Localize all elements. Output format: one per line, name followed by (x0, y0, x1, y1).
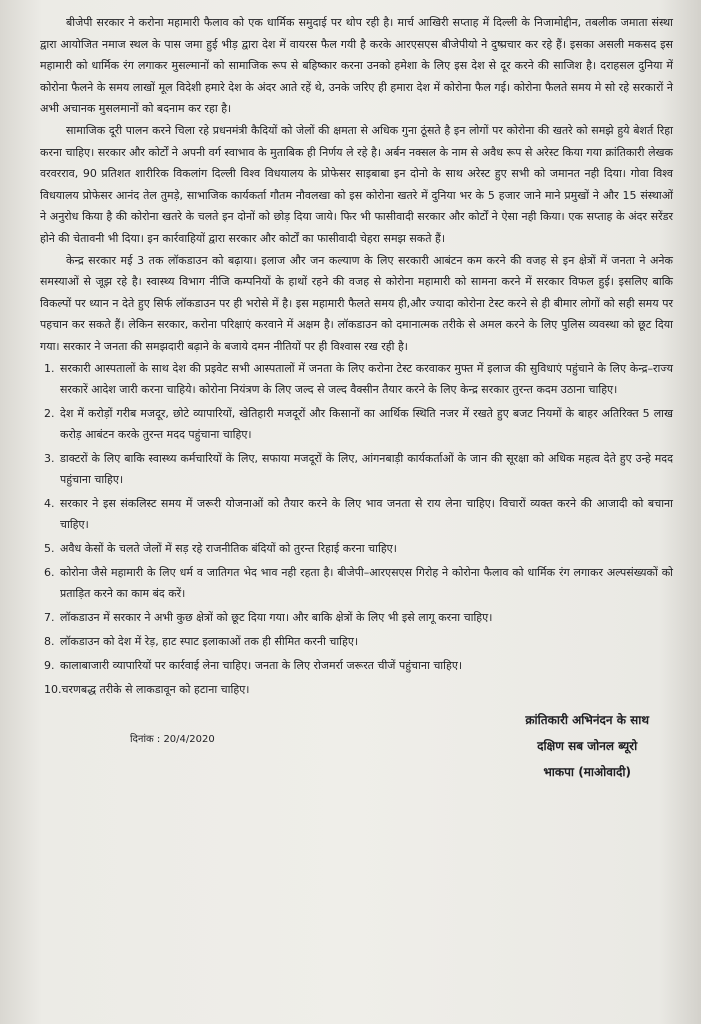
signoff-greeting: क्रांतिकारी अभिनंदन के साथ (525, 712, 649, 727)
paragraph-2: सामाजिक दूरी पालन करने चिला रहे प्रधनमंत्री कैदियों को जेलों की क्षमता से अधिक गुना ठूंसते है इन लोगों पर कोरोना की खतरे को समझे हुये बेशर्त रिहा करना चाहिए। सरकार और कोर्टों ने अपनी वर्ग स्वाभाव के मुताबिक ही निर्णय ले रहे है। अर्बन नक्सल के नाम से अवैध रूप से अरेस्ट किया गया क्रांतिकारी लेखक वरवरराव, 90 प्रतिशत शारीरिक विकलांग दिल्ली विश्व विधयालय के प्रोफेसर साइबाबा इन दोनो के साथ अरेस्ट हुए सभी को जमानत नही दिया। गोवा विश्व विधयालय प्रोफेसर आनंद तेल तुमड़े, साभाजिक कार्यकर्ता गौतम नौवलखा को इस कोरोना खतरे में दुनिया भर के 5 हजार जाने माने प्रमुखों ने और 15 संस्थाओं ने अनुरोध किया है की कोरोना खतरे के चलते इन दोनों को छोड़ दिया जाये। फिर भी फासीवादी सरकार और कोर्टों ने ऐसा नही किया। एक सप्ताह के अंदर सरेंडर होने की चेतावनी भी दिया। इन कार्रवाहियों द्वारा सरकार और कोर्टों का फासीवादी चेहरा समझ सकते हैं। (40, 123, 673, 245)
item-number: 7. (44, 610, 55, 624)
paragraph-3: केन्द्र सरकार मई 3 तक लॉकडाउन को बढ़ाया। इलाज और जन कल्याण के लिए सरकारी आबंटन कम करने की वजह से इन क्षेत्रों में जनता ने अनेक समस्याओं से जूझ रहे है। स्वास्थ्य विभाग नीजि कम्पनियों के हाथों रहने की वजह से कोरोना महामारी को सामना करने में सरकार विफल हुई। इसलिए बाकि विकल्पों पर ध्यान न देते हुए सिर्फ लॉकडाउन पर ही भरोसे में है। इस महामारी फैलते समय ही,और ज्यादा कोरोना टेस्ट करने से ही बीमार लोगों को सही समय पर पहचान कर सकते हैं। लेकिन सरकार, करोना परिक्षाएं करवाने में अक्षम है। लॉकडाउन को दमानात्मक तरीके से अमल करने के लिए पुलिस व्यवस्था को छूट दिया गया। सरकार ने जनता की समझदारी बढ़ाने के बजाये दमन नीतियों पर ही विश्वास रख रही है। (40, 253, 673, 353)
item-number: 6. (44, 565, 55, 579)
body-paragraphs (40, 12, 673, 358)
signature-block (525, 707, 649, 785)
item-text: सरकार ने इस संकलिस्ट समय में जरूरी योजनाओं को तैयार करने के लिए भाव जनता से राय लेना चाहिए। विचारों व्यक्त करने की आजादी को बचाना चाहिए। (60, 496, 673, 531)
item-number: 5. (44, 541, 55, 555)
item-text: लॉकडाउन को देश में रेड़, हाट स्पाट इलाकाओं तक ही सीमित करनी चाहिए। (60, 634, 359, 648)
item-number: 1. (44, 361, 55, 375)
item-number: 2. (44, 406, 55, 420)
list-item (40, 538, 673, 559)
item-text: सरकारी आस्पतालों के साथ देश की प्रइवेट सभी आस्पतालों में जनता के लिए करोना टेस्ट करवाकर मुफ्त में इलाज की सुविधाएं पहुंचाने के लिए केन्द्र–राज्य सरकारें आदेश जारी करना चाहिये। कोरोना नियंत्रण के लिए जल्द से जल्द वैक्सीन तैयार करने के लिए केन्द्र सरकार तुरन्त कदम उठाना चाहिए। (60, 361, 673, 396)
item-number: 8. (44, 634, 55, 648)
list-item (40, 358, 673, 400)
item-number: 4. (44, 496, 55, 510)
demands-list (40, 358, 673, 700)
list-item (40, 403, 673, 445)
list-item (40, 448, 673, 490)
signoff-party: भाकपा (माओवादी) (543, 764, 631, 779)
list-item (40, 562, 673, 604)
item-number: 9. (44, 658, 55, 672)
item-text: लॉकडाउन में सरकार ने अभी कुछ क्षेत्रों को छूट दिया गया। और बाकि क्षेत्रों के लिए भी इसे लागू करना चाहिए। (60, 610, 493, 624)
list-item (40, 631, 673, 652)
list-item (40, 679, 673, 700)
item-text: डाक्टरों के लिए बाकि स्वास्थ्य कर्मचारियों के लिए, सफाया मजदूरों के लिए, आंगनबाड़ी कार्यकर्ताओं के जान की सूरक्षा को अधिक महत्व देते हुए उन्हे मदद पहुंचाना चाहिए। (60, 451, 673, 486)
list-item (40, 655, 673, 676)
paragraph-1: बीजेपी सरकार ने करोना महामारी फैलाव को एक धार्मिक समुदाई पर थोप रही है। मार्च आखिरी सप्ताह में दिल्ली के निजामोद्दीन, तबलीक जमाता संस्था द्वारा आयोजित नमाज स्थल के पास जमा हुई भीड़ द्वारा देश में वायरस फैल गयी है करके आरएसएस बीजेपीयो ने दुष्प्रचार कर रहे हैं। इसका असली मकसद इस महामारी को धार्मिक रंग लगाकर मुसल्मानों को सामाजिक रूप से बहिष्कार करना उनको हमेशा के लिए इस देश से दूर करने की साजिश है। दराहसल दुनिया में कोरोना फैलने के समय लाखों मूल विदेशी हमारे देश के अंदर आते रहें थे, उनके जरिए ही हमारा देश में कोरोना फैल गई। कोरोना फैलते समय मे सो रहे सरकारों ने अभी अचानक मुसलमानों को बदनाम कर रहा है। (40, 16, 673, 116)
item-text: कालाबाजारी व्यापारियों पर कार्रवाई लेना चाहिए। जनता के लिए रोजमर्रा जरूरत चीजें पहुंचाना चाहिए। (60, 658, 463, 672)
item-text: अवैध केसों के चलते जेलों में सड़ रहे राजनीतिक बंदियों को तुरन्त रिहाई करना चाहिए। (60, 541, 397, 555)
list-item (40, 493, 673, 535)
document-footer (40, 703, 673, 823)
signoff-bureau: दक्षिण सब जोनल ब्यूरो (537, 738, 638, 753)
item-text: कोरोना जैसे महामारी के लिए धर्म व जातिगत भेद भाव नही रहता है। बीजेपी–आरएसएस गिरोह ने कोरोना फैलाव को धार्मिक रंग लगाकर अल्पसंख्यकों को प्रताड़ित करने का काम बंद करें। (60, 565, 673, 600)
item-number: 10. (44, 682, 62, 696)
list-item (40, 607, 673, 628)
item-text: चरणबद्ध तरीके से लाकडावून को हटाना चाहिए। (61, 682, 250, 696)
date-line: दिनांक : 20/4/2020 (130, 733, 215, 745)
item-number: 3. (44, 451, 55, 465)
item-text: देश में करोड़ों गरीब मजदूर, छोटे व्यापारियों, खेतिहारी मजदूरों और किसानों का आर्थिक स्थिति नजर में रखते हुए बजट नियमों के बाहर अतिरिक्त 5 लाख करोड़ आबंटन करके तुरन्त मदद पहुंचाना चाहिए। (60, 406, 673, 441)
